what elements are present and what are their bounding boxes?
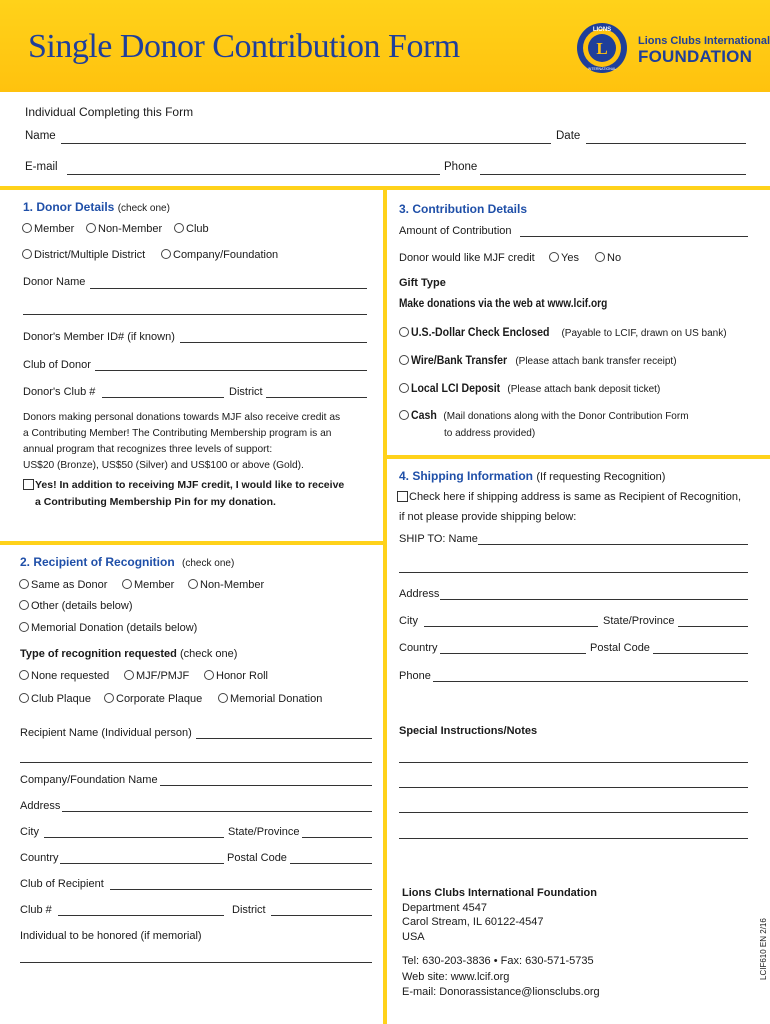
donor-opt-district[interactable]: District/Multiple District [22, 249, 145, 261]
recipient-country-label: Country [20, 852, 59, 864]
ship-phone-label: Phone [399, 670, 431, 682]
footer-org: Lions Clubs International Foundation [402, 887, 597, 899]
membership-note: Donors making personal donations towards MJF also receive credit as a Contributing Member! The Contributing Membership program is an annual program that recognizes three levels of support: US$20 (Bronze), US$50 (Silver) and US$100 or above (Gold). [23, 412, 341, 471]
type-opt-honor[interactable]: Honor Roll [204, 670, 268, 682]
radio-icon[interactable] [19, 670, 29, 680]
email-field[interactable] [67, 174, 440, 175]
completer-heading: Individual Completing this Form [25, 105, 194, 119]
recognition-type [20, 648, 237, 660]
recipient-check-one: (check one) [182, 558, 235, 569]
ship-to-field[interactable] [478, 544, 748, 545]
donor-opt-club[interactable]: Club [174, 223, 209, 235]
donor-opt-member[interactable]: Member [22, 223, 74, 235]
web-donation: Make donations via the web at www.lcif.org [399, 298, 608, 310]
ship-phone-field[interactable] [433, 681, 748, 682]
radio-icon[interactable] [174, 223, 184, 233]
divider-right-mid [387, 455, 770, 459]
radio-icon[interactable] [399, 410, 409, 420]
cash-note-line2: to address provided) [444, 428, 536, 439]
honored-label: Individual to be honored (if memorial) [20, 930, 202, 942]
donor-club-no-label: Donor's Club # [23, 386, 96, 398]
recipient-address-field[interactable] [62, 811, 372, 812]
foundation-contact [402, 954, 600, 1001]
special-instructions-label: Special Instructions/Notes [399, 725, 538, 737]
club-of-donor-field[interactable] [95, 370, 367, 371]
radio-icon[interactable] [86, 223, 96, 233]
donor-district-label: District [229, 386, 263, 398]
ship-to-field-2[interactable] [399, 572, 748, 573]
radio-icon[interactable] [19, 600, 29, 610]
recipient-state-label: State/Province [228, 826, 300, 838]
footer-country: USA [402, 930, 425, 943]
lions-logo-icon [576, 22, 628, 74]
donor-name-label: Donor Name [23, 276, 86, 288]
recipient-opt-memorial[interactable]: Memorial Donation (details below) [19, 622, 197, 634]
type-opt-corp[interactable]: Corporate Plaque [104, 693, 202, 705]
amount-label: Amount of Contribution [399, 225, 512, 237]
shipping-heading: 4. Shipping Information [399, 469, 533, 483]
header-banner [0, 0, 770, 92]
pin-option-line2: a Contributing Membership Pin for my donation. [35, 496, 276, 508]
email-label: E-mail [25, 161, 58, 173]
donor-name-field-2[interactable] [23, 314, 367, 315]
same-as-recipient[interactable]: Check here if shipping address is same as Recipient of Recognition, [397, 491, 741, 503]
donor-heading: 1. Donor Details [23, 200, 115, 214]
notes-line-2[interactable] [399, 787, 748, 788]
form-code: LCIF610 EN 2/16 [759, 918, 768, 980]
recipient-address-label: Address [20, 800, 61, 812]
divider-left-mid [0, 541, 383, 545]
donor-name-field[interactable] [90, 288, 367, 289]
footer-city: Carol Stream, IL 60122-4547 [402, 916, 544, 928]
page-title: Single Donor Contribution Form [28, 28, 460, 65]
brand-name: Lions Clubs International [638, 35, 770, 47]
ship-city-label: City [399, 615, 418, 627]
donor-opt-company[interactable]: Company/Foundation [161, 249, 278, 261]
radio-icon[interactable] [188, 579, 198, 589]
contribution-heading: 3. Contribution Details [399, 202, 528, 216]
ship-country-label: Country [399, 642, 438, 654]
gift-opt-lci[interactable]: Local LCI Deposit (Please attach bank deposit ticket) [399, 381, 660, 395]
type-opt-none[interactable]: None requested [19, 670, 109, 682]
radio-icon[interactable] [104, 693, 114, 703]
foundation-address [402, 886, 597, 944]
recipient-opt-other[interactable]: Other (details below) [19, 600, 133, 612]
radio-icon[interactable] [204, 670, 214, 680]
name-field[interactable] [61, 143, 551, 144]
pin-option[interactable]: Yes! In addition to receiving MJF credit, I would like to receive [23, 479, 344, 491]
recipient-district-field[interactable] [271, 915, 372, 916]
radio-icon[interactable] [19, 622, 29, 632]
phone-label: Phone [444, 161, 478, 173]
shipping-section [399, 469, 665, 483]
donor-check-one: (check one) [117, 203, 170, 214]
radio-icon[interactable] [595, 252, 605, 262]
date-field[interactable] [586, 143, 746, 144]
recipient-city-label: City [20, 826, 39, 838]
ship-postal-field[interactable] [653, 653, 748, 654]
type-opt-plaque[interactable]: Club Plaque [19, 693, 91, 705]
footer-web[interactable]: Web site: www.lcif.org [402, 970, 510, 983]
same-as-recipient-line2: if not please provide shipping below: [399, 511, 577, 523]
name-label: Name [25, 130, 56, 142]
recipient-name-field[interactable] [196, 738, 372, 739]
member-id-label: Donor's Member ID# (if known) [23, 331, 175, 343]
radio-icon[interactable] [549, 252, 559, 262]
radio-icon[interactable] [399, 327, 409, 337]
gift-opt-wire[interactable]: Wire/Bank Transfer (Please attach bank transfer receipt) [399, 353, 677, 367]
type-opt-memplaque[interactable]: Memorial Donation [218, 693, 322, 705]
gift-opt-check[interactable]: U.S.-Dollar Check Enclosed (Payable to LCIF, drawn on US bank) [399, 325, 727, 339]
recipient-club-no-field[interactable] [58, 915, 224, 916]
svg-text:INTERNATIONAL: INTERNATIONAL [587, 67, 617, 71]
radio-icon[interactable] [19, 693, 29, 703]
company-name-field[interactable] [160, 785, 372, 786]
svg-text:L: L [596, 39, 608, 58]
club-of-recipient-field[interactable] [110, 889, 372, 890]
brand-foundation: FOUNDATION [638, 47, 753, 66]
radio-icon[interactable] [218, 693, 228, 703]
recipient-city-field[interactable] [44, 837, 224, 838]
donor-section [23, 200, 170, 214]
ship-country-field[interactable] [440, 653, 586, 654]
donor-district-field[interactable] [266, 397, 367, 398]
ship-postal-label: Postal Code [590, 642, 650, 654]
recipient-opt-member[interactable]: Member [122, 579, 174, 591]
recipient-country-field[interactable] [60, 863, 224, 864]
club-of-donor-label: Club of Donor [23, 359, 91, 371]
radio-icon[interactable] [124, 670, 134, 680]
honored-field[interactable] [20, 962, 372, 963]
date-label: Date [556, 130, 581, 142]
recipient-name-label: Recipient Name (Individual person) [20, 727, 192, 739]
footer-tel: Tel: 630-203-3836 • Fax: 630-571-5735 [402, 955, 594, 967]
mjf-credit-yes[interactable]: Yes [549, 252, 579, 264]
checkbox-icon[interactable] [23, 479, 34, 490]
recognition-type-heading: Type of recognition requested [20, 648, 177, 660]
checkbox-icon[interactable] [397, 491, 408, 502]
member-id-field[interactable] [180, 342, 367, 343]
footer-email[interactable]: E-mail: Donorassistance@lionsclubs.org [402, 986, 600, 998]
donor-club-no-field[interactable] [102, 397, 224, 398]
gift-opt-cash[interactable]: Cash (Mail donations along with the Donor Contribution Form [399, 408, 689, 422]
ship-state-field[interactable] [678, 626, 748, 627]
radio-icon[interactable] [399, 383, 409, 393]
notes-line-4[interactable] [399, 838, 748, 839]
svg-text:LIONS: LIONS [592, 27, 612, 33]
recipient-postal-label: Postal Code [227, 852, 287, 864]
notes-line-1[interactable] [399, 762, 748, 763]
ship-address-label: Address [399, 588, 440, 600]
ship-address-field[interactable] [440, 599, 748, 600]
recipient-opt-same[interactable]: Same as Donor [19, 579, 107, 591]
ship-city-field[interactable] [424, 626, 598, 627]
footer-dept: Department 4547 [402, 901, 487, 914]
shipping-heading-note: (If requesting Recognition) [536, 471, 666, 483]
recipient-heading: 2. Recipient of Recognition [20, 555, 175, 569]
recipient-opt-nonmember[interactable]: Non-Member [188, 579, 264, 591]
radio-icon[interactable] [399, 355, 409, 365]
recognition-type-check: (check one) [179, 648, 238, 660]
donor-opt-nonmember[interactable]: Non-Member [86, 223, 162, 235]
radio-icon[interactable] [161, 249, 171, 259]
radio-icon[interactable] [19, 579, 29, 589]
recipient-club-no-label: Club # [20, 904, 52, 916]
recipient-postal-field[interactable] [290, 863, 372, 864]
type-opt-mjf[interactable]: MJF/PMJF [124, 670, 189, 682]
radio-icon[interactable] [22, 249, 32, 259]
gift-type-label: Gift Type [399, 277, 446, 289]
ship-to-label: SHIP TO: Name [399, 533, 478, 545]
radio-icon[interactable] [22, 223, 32, 233]
mjf-credit-label: Donor would like MJF credit [399, 252, 535, 264]
recipient-state-field[interactable] [302, 837, 372, 838]
phone-field[interactable] [480, 174, 746, 175]
club-of-recipient-label: Club of Recipient [20, 878, 104, 890]
radio-icon[interactable] [122, 579, 132, 589]
mjf-credit-no[interactable]: No [595, 252, 621, 264]
divider-vertical [383, 190, 387, 1024]
ship-state-label: State/Province [603, 615, 675, 627]
notes-line-3[interactable] [399, 812, 748, 813]
recipient-section [20, 555, 234, 569]
recipient-name-field-2[interactable] [20, 762, 372, 763]
company-name-label: Company/Foundation Name [20, 774, 158, 786]
recipient-district-label: District [232, 904, 266, 916]
amount-field[interactable] [520, 236, 748, 237]
